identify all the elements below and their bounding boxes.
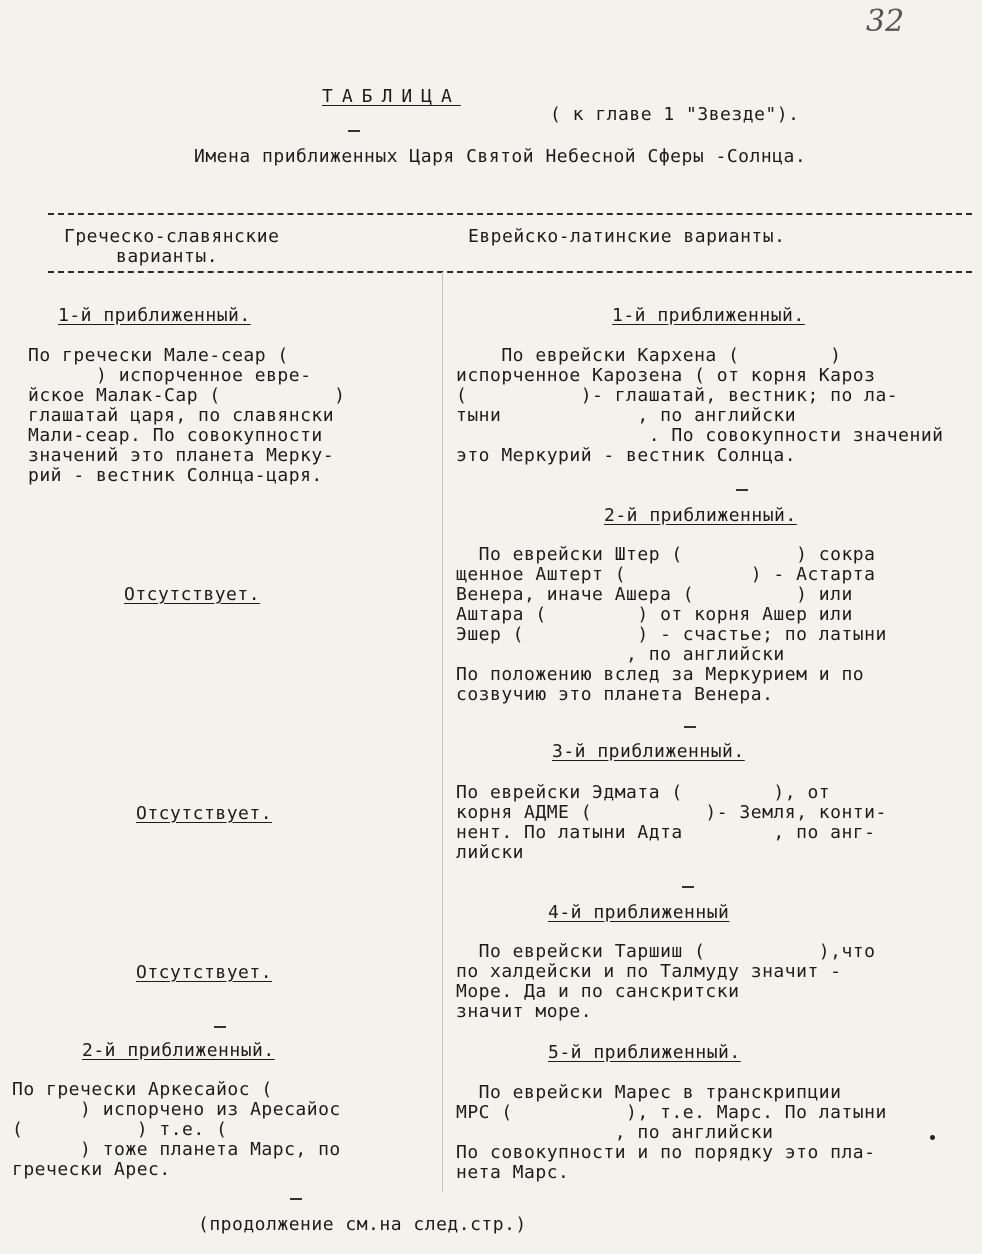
- separator-mark: [736, 489, 748, 491]
- text-line: По еврейски Кархена ( ): [456, 345, 842, 366]
- separator-mark: [348, 130, 360, 132]
- text-line: ) испорченное евре-: [28, 365, 312, 386]
- text-line: лийски: [456, 842, 525, 863]
- separator-mark: [214, 1026, 226, 1028]
- page-description: Имена приближенных Царя Святой Небесной Сферы -Солнца.: [194, 146, 807, 167]
- text-line: По еврейски Марес в транскрипции: [456, 1082, 842, 1103]
- text-line: Море. Да и по санскритски: [456, 981, 740, 1002]
- left-column-header: Греческо-славянские: [64, 226, 280, 247]
- separator-mark: [290, 1198, 302, 1200]
- right-heading-3: 3-й приближенный.: [552, 741, 745, 762]
- left-heading-second: 2-й приближенный.: [82, 1040, 275, 1061]
- left-heading-first: 1-й приближенный.: [58, 305, 251, 326]
- text-line: , по английски: [456, 1122, 774, 1143]
- text-line: созвучию это планета Венера.: [456, 684, 774, 705]
- text-line: . По совокупности значений: [456, 425, 944, 446]
- text-line: ( ) т.е. (: [12, 1119, 228, 1140]
- separator-mark: [682, 886, 694, 888]
- text-line: нент. По латыни Адта , по анг-: [456, 822, 876, 843]
- ink-dot: [930, 1135, 935, 1140]
- text-line: Эшер ( ) - счастье; по латыни: [456, 624, 887, 645]
- continuation-note: (продолжение см.на след.стр.): [198, 1214, 527, 1235]
- separator-mark: [684, 726, 696, 728]
- text-line: , по английски: [456, 644, 785, 665]
- text-line: Венера, иначе Ашера ( ) или: [456, 584, 853, 605]
- text-line: рий - вестник Солнца-царя.: [28, 465, 323, 486]
- text-line: По еврейски Штер ( ) сокра: [456, 544, 876, 565]
- text-line: йское Малак-Сар ( ): [28, 385, 346, 406]
- text-line: тыни , по английски: [456, 405, 797, 426]
- text-line: щенное Аштерт ( ) - Астарта: [456, 564, 876, 585]
- page-title: ТАБЛИЦА: [322, 86, 461, 107]
- text-line: глашатай царя, по славянски: [28, 405, 335, 426]
- table-header-rule: [48, 271, 972, 273]
- text-line: По совокупности и по порядку это пла-: [456, 1142, 876, 1163]
- right-heading-5: 5-й приближенный.: [548, 1042, 741, 1063]
- text-line: МРС ( ), т.е. Марс. По латыни: [456, 1102, 887, 1123]
- text-line: Мали-сеар. По совокупности: [28, 425, 323, 446]
- text-line: нета Марс.: [456, 1162, 570, 1183]
- text-line: ( )- глашатай, вестник; по ла-: [456, 385, 899, 406]
- text-line: корня АДМЕ ( )- Земля, конти-: [456, 802, 887, 823]
- page-subtitle: ( к главе 1 "Звезде").: [550, 104, 800, 125]
- page-number: 32: [866, 4, 905, 39]
- text-line: По положению вслед за Меркурием и по: [456, 664, 865, 685]
- right-heading-2: 2-й приближенный.: [604, 505, 797, 526]
- text-line: По еврейски Эдмата ( ), от: [456, 782, 831, 803]
- left-column-header-cont: варианты.: [116, 246, 219, 267]
- absent-label: Отсутствует.: [136, 803, 273, 824]
- text-line: ) тоже планета Марс, по: [12, 1139, 341, 1160]
- text-line: значит море.: [456, 1001, 593, 1022]
- text-line: По гречески Мале-сеар (: [28, 345, 289, 366]
- text-line: по халдейски и по Талмуду значит -: [456, 961, 842, 982]
- right-column-header: Еврейско-латинские варианты.: [468, 226, 786, 247]
- column-divider: [442, 272, 443, 1192]
- text-line: это Меркурий - вестник Солнца.: [456, 445, 797, 466]
- text-line: По еврейски Таршиш ( ),что: [456, 941, 876, 962]
- text-line: ) испорчено из Аресайос: [12, 1099, 341, 1120]
- text-line: значений это планета Мерку-: [28, 445, 335, 466]
- absent-label: Отсутствует.: [124, 584, 261, 605]
- right-heading-4: 4-й приближенный: [548, 902, 730, 923]
- text-line: По гречески Аркесайос (: [12, 1079, 273, 1100]
- text-line: испорченное Карозена ( от корня Кароз: [456, 365, 876, 386]
- right-heading-1: 1-й приближенный.: [612, 305, 805, 326]
- absent-label: Отсутствует.: [136, 962, 273, 983]
- table-top-rule: [48, 213, 972, 215]
- text-line: гречески Арес.: [12, 1159, 171, 1180]
- text-line: Аштара ( ) от корня Ашер или: [456, 604, 853, 625]
